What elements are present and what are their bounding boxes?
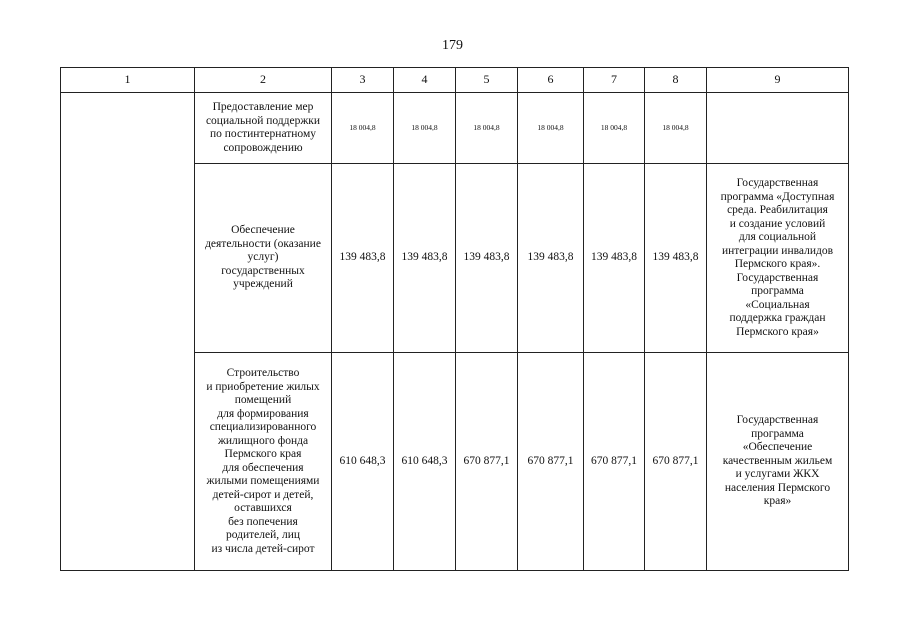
table-row (61, 93, 849, 164)
value-cell: 139 483,8 (518, 164, 584, 353)
program-cell: Государственная программа «Доступная среда. Реабилитация и создание условий для социальной интеграции инвалидов Пермского края». Государственная программа «Социальная поддержка граждан Пермского края» (707, 164, 849, 353)
column-header: 4 (394, 68, 456, 93)
table-header-row (61, 68, 849, 93)
row-group-cell (61, 93, 195, 571)
column-header: 7 (584, 68, 645, 93)
value-cell: 139 483,8 (456, 164, 518, 353)
measure-name-cell: Обеспечение деятельности (оказание услуг) государственных учреждений (195, 164, 332, 353)
value-cell: 610 648,3 (394, 353, 456, 571)
value-cell: 18 004,8 (584, 93, 645, 164)
value-cell: 139 483,8 (332, 164, 394, 353)
value-cell: 670 877,1 (456, 353, 518, 571)
column-header: 8 (645, 68, 707, 93)
value-cell: 670 877,1 (518, 353, 584, 571)
page-number: 179 (442, 38, 463, 53)
value-cell: 18 004,8 (456, 93, 518, 164)
column-header: 6 (518, 68, 584, 93)
column-header: 5 (456, 68, 518, 93)
budget-table (60, 67, 849, 571)
value-cell: 610 648,3 (332, 353, 394, 571)
value-cell: 139 483,8 (645, 164, 707, 353)
value-cell: 139 483,8 (394, 164, 456, 353)
value-cell: 18 004,8 (332, 93, 394, 164)
column-header: 1 (61, 68, 195, 93)
value-cell: 18 004,8 (645, 93, 707, 164)
value-cell: 670 877,1 (584, 353, 645, 571)
program-cell (707, 93, 849, 164)
column-header: 3 (332, 68, 394, 93)
value-cell: 18 004,8 (394, 93, 456, 164)
measure-name-cell: Предоставление мер социальной поддержки по постинтернатному сопровождению (195, 93, 332, 164)
column-header: 9 (707, 68, 849, 93)
value-cell: 18 004,8 (518, 93, 584, 164)
column-header: 2 (195, 68, 332, 93)
program-cell: Государственная программа «Обеспечение качественным жильем и услугами ЖКХ населения Пермского края» (707, 353, 849, 571)
measure-name-cell: Строительство и приобретение жилых помещений для формирования специализированного жилищного фонда Пермского края для обеспечения жилыми помещениями детей-сирот и детей, оставшихся без попечения родителей, лиц из числа детей-сирот (195, 353, 332, 571)
value-cell: 139 483,8 (584, 164, 645, 353)
value-cell: 670 877,1 (645, 353, 707, 571)
